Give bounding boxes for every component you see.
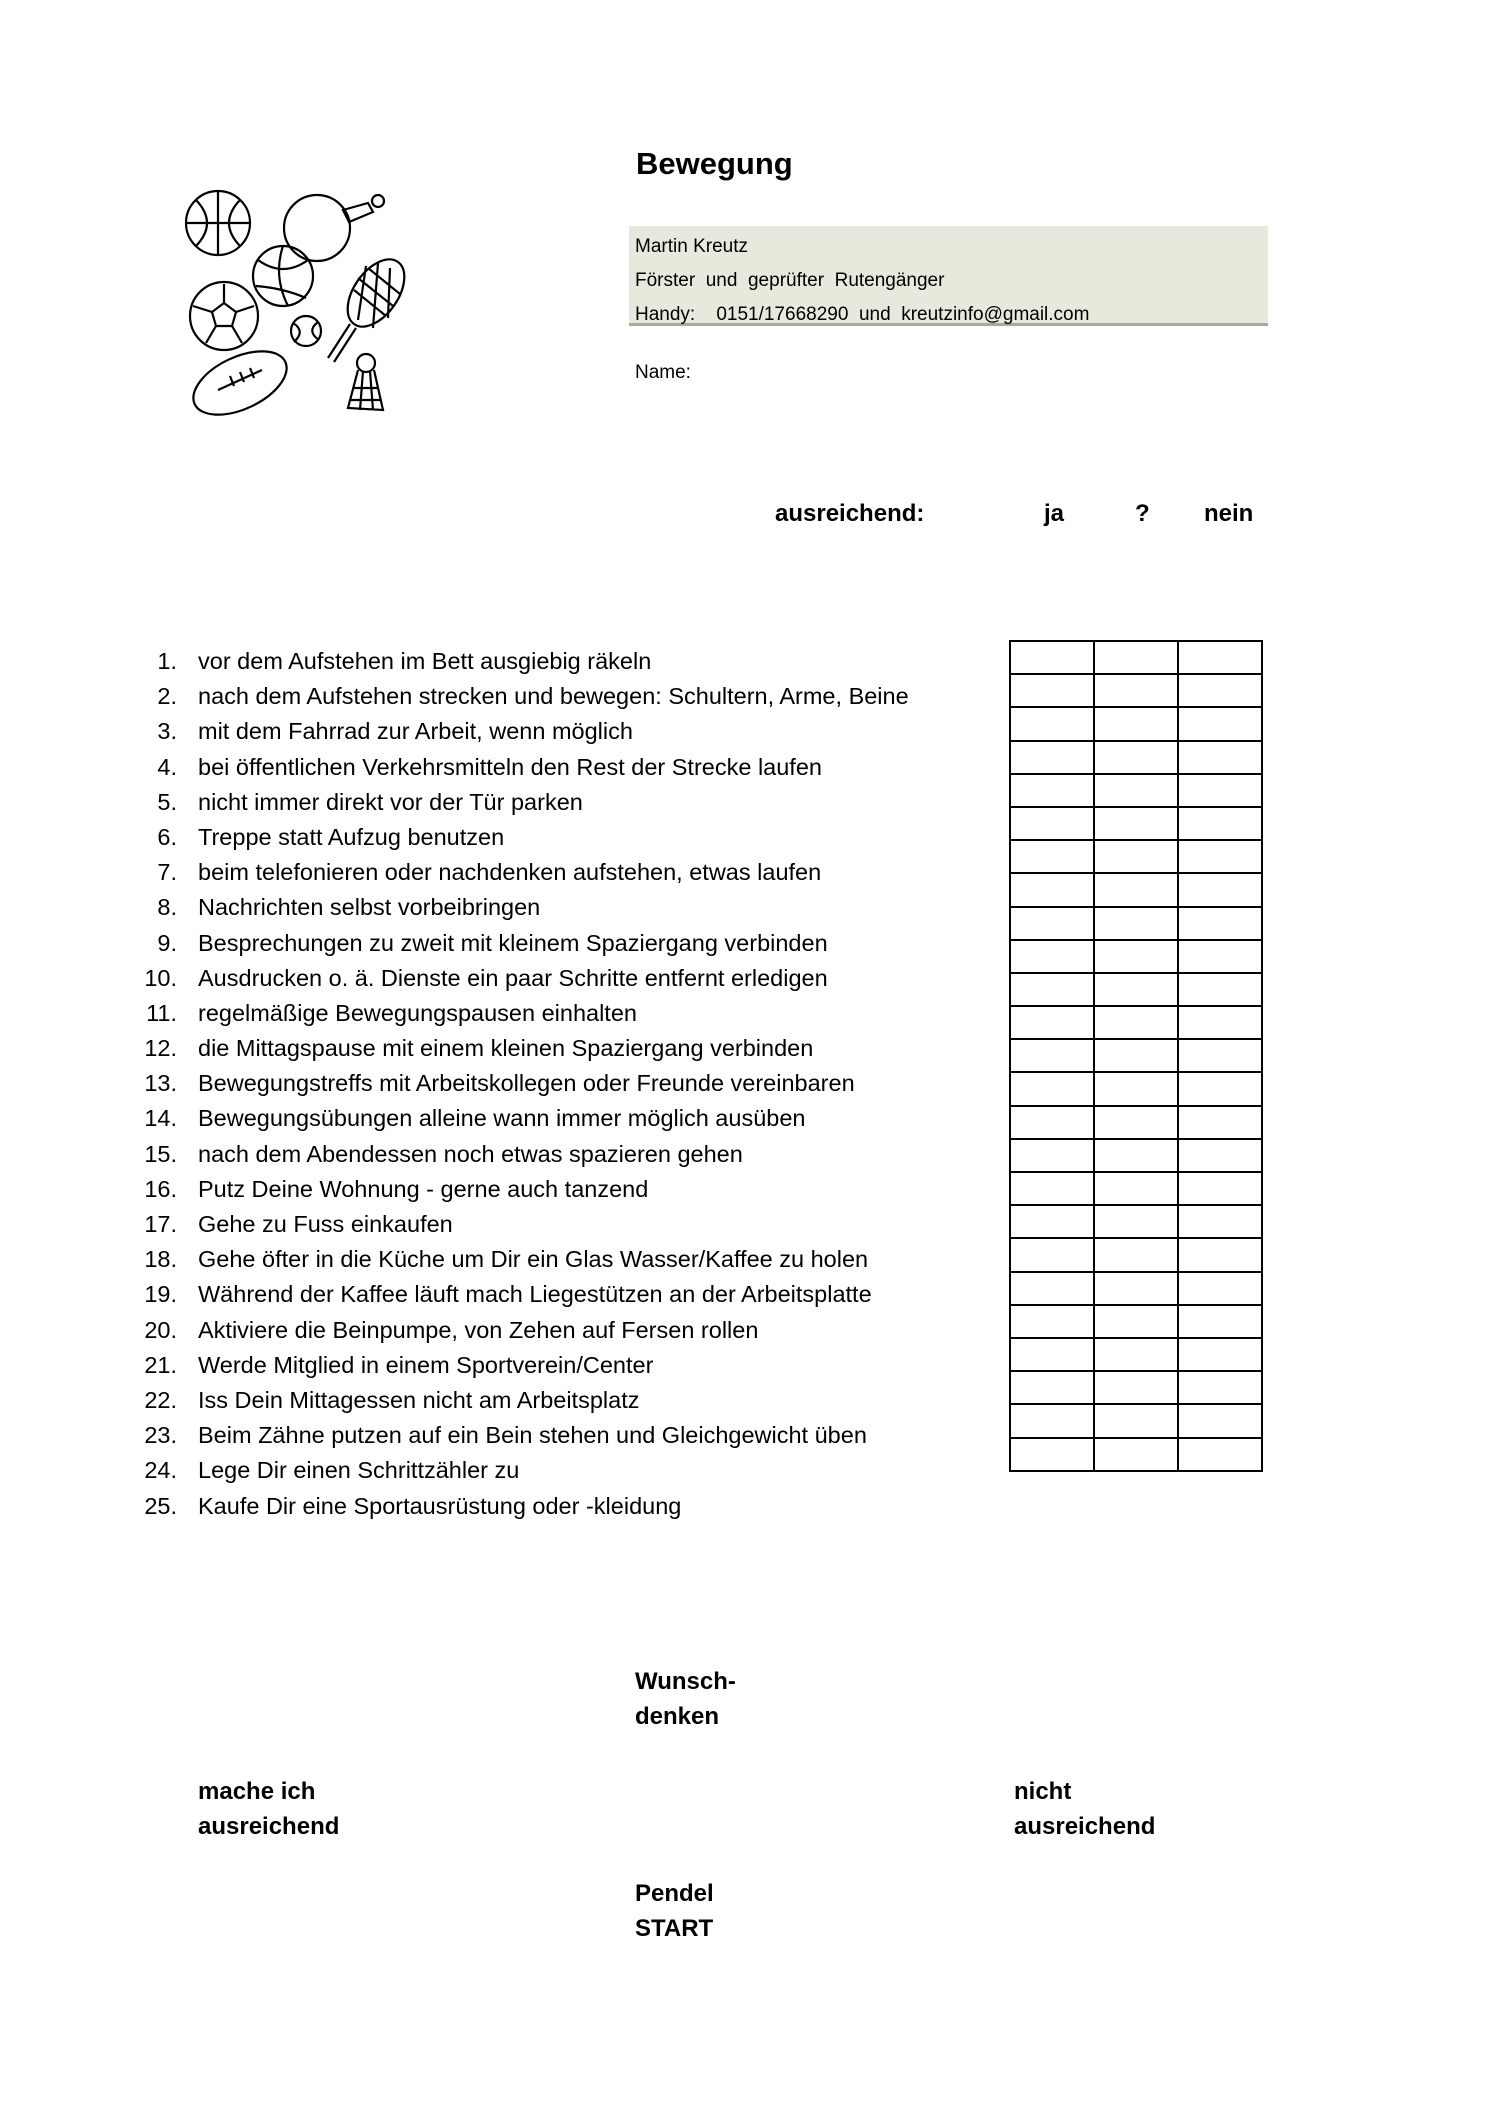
checklist-item [135,1137,995,1172]
answer-cell-ja[interactable] [1010,1371,1094,1404]
contact-profession: Förster und geprüfter Rutengänger [635,270,945,291]
checklist-item [135,714,995,749]
checklist-item [135,1242,995,1277]
american-football-icon [184,338,297,418]
answer-cell-nein[interactable] [1178,840,1262,873]
answer-cell-ja[interactable] [1010,1072,1094,1105]
answer-cell-unsure[interactable] [1094,741,1178,774]
ausreichend-header: ausreichend: [775,500,925,527]
item-number: 7. [157,859,177,886]
answer-row [1010,1039,1262,1072]
answer-row [1010,1172,1262,1205]
item-number: 25. [144,1492,177,1519]
soccer-ball-icon [190,282,258,350]
answer-cell-nein[interactable] [1178,774,1262,807]
answer-cell-unsure[interactable] [1094,1205,1178,1238]
item-number: 20. [144,1316,177,1343]
item-text: Iss Dein Mittagessen nicht am Arbeitsplatz [198,1386,640,1413]
answer-row [1010,1404,1262,1437]
answer-cell-ja[interactable] [1010,641,1094,674]
answer-row [1010,741,1262,774]
answer-cell-nein[interactable] [1178,1072,1262,1105]
item-number: 4. [157,753,177,780]
answer-cell-nein[interactable] [1178,940,1262,973]
answer-cell-ja[interactable] [1010,1039,1094,1072]
item-text: Besprechungen zu zweit mit kleinem Spaziergang verbinden [198,929,828,956]
answer-cell-unsure[interactable] [1094,641,1178,674]
item-text: nach dem Abendessen noch etwas spazieren gehen [198,1140,743,1167]
item-text: Gehe öfter in die Küche um Dir ein Glas Wasser/Kaffee zu holen [198,1246,869,1273]
checklist [135,644,995,1524]
item-number: 16. [144,1175,177,1202]
checklist-item [135,750,995,785]
item-text: Aktiviere die Beinpumpe, von Zehen auf Fersen rollen [198,1316,759,1343]
answer-cell-unsure[interactable] [1094,1139,1178,1172]
basketball-icon [186,191,250,255]
answer-row [1010,1106,1262,1139]
checklist-item [135,961,995,996]
tennis-racket-icon [328,249,416,362]
answer-cell-ja[interactable] [1010,1272,1094,1305]
answer-row [1010,907,1262,940]
answer-cell-ja[interactable] [1010,774,1094,807]
contact-box [629,226,1268,326]
answer-cell-unsure[interactable] [1094,1006,1178,1039]
answer-cell-unsure[interactable] [1094,1404,1178,1437]
answer-cell-unsure[interactable] [1094,1106,1178,1139]
answer-cell-nein[interactable] [1178,1238,1262,1271]
answer-cell-ja[interactable] [1010,1006,1094,1039]
answer-cell-nein[interactable] [1178,1106,1262,1139]
answer-cell-unsure[interactable] [1094,1238,1178,1271]
answer-row [1010,707,1262,740]
item-text: Kaufe Dir eine Sportausrüstung oder -kleidung [198,1492,682,1519]
answer-cell-nein[interactable] [1178,1139,1262,1172]
item-number: 18. [144,1246,177,1273]
item-text: Bewegungsübungen alleine wann immer möglich ausüben [198,1105,806,1132]
checklist-item [135,1066,995,1101]
checklist-item [135,1172,995,1207]
checklist-item [135,996,995,1031]
pendulum-right-label: nicht ausreichend [1014,1778,1156,1840]
answer-row [1010,774,1262,807]
item-number: 12. [144,1035,177,1062]
answer-cell-nein[interactable] [1178,807,1262,840]
item-number: 5. [157,788,177,815]
answer-cell-ja[interactable] [1010,1404,1094,1437]
page-title: Bewegung [636,146,793,181]
item-text: Während der Kaffee läuft mach Liegestützen an der Arbeitsplatte [198,1281,872,1308]
answer-row [1010,807,1262,840]
answer-cell-unsure[interactable] [1094,807,1178,840]
item-text: Treppe statt Aufzug benutzen [198,823,505,850]
answer-cell-unsure[interactable] [1094,707,1178,740]
item-text: Lege Dir einen Schrittzähler zu [198,1457,520,1484]
item-number: 19. [144,1281,177,1308]
checklist-item [135,1031,995,1066]
answer-cell-ja[interactable] [1010,707,1094,740]
shuttlecock-icon [348,354,383,410]
item-number: 22. [144,1386,177,1413]
answer-cell-nein[interactable] [1178,1404,1262,1437]
contact-name: Martin Kreutz [635,236,748,257]
item-text: mit dem Fahrrad zur Arbeit, wenn möglich [198,718,633,745]
answer-cell-nein[interactable] [1178,1338,1262,1371]
item-number: 3. [157,718,177,745]
item-number: 10. [144,964,177,991]
nein-header: nein [1204,500,1254,527]
answer-cell-unsure[interactable] [1094,940,1178,973]
answer-cell-nein[interactable] [1178,1006,1262,1039]
contact-phone-email: Handy: 0151/17668290 und kreutzinfo@gmail.com [635,304,1090,325]
unsure-header: ? [1135,500,1150,527]
answer-cell-unsure[interactable] [1094,1172,1178,1205]
answer-cell-ja[interactable] [1010,1205,1094,1238]
answer-cell-unsure[interactable] [1094,1338,1178,1371]
checklist-item [135,890,995,925]
checklist-item [135,1418,995,1453]
item-text: bei öffentlichen Verkehrsmitteln den Rest der Strecke laufen [198,753,822,780]
answer-cell-ja[interactable] [1010,940,1094,973]
answer-row [1010,641,1262,674]
answer-cell-unsure[interactable] [1094,1438,1178,1471]
item-number: 21. [144,1351,177,1378]
answer-row [1010,1438,1262,1471]
answer-cell-nein[interactable] [1178,1371,1262,1404]
item-number: 17. [144,1211,177,1237]
pendulum-top-label: Wunsch- denken [635,1668,736,1730]
checklist-item [135,644,995,679]
checklist-item [135,1453,995,1488]
checklist-item [135,926,995,961]
checklist-item [135,1348,995,1383]
name-field-label: Name: [635,362,691,383]
answer-row [1010,674,1262,707]
volleyball-icon [253,246,313,306]
answer-cell-ja[interactable] [1010,674,1094,707]
answer-row [1010,1072,1262,1105]
answer-cell-unsure[interactable] [1094,1039,1178,1072]
item-text: Beim Zähne putzen auf ein Bein stehen und Gleichgewicht üben [198,1422,867,1449]
answer-cell-nein[interactable] [1178,741,1262,774]
answer-grid [1009,640,1263,1472]
answer-cell-nein[interactable] [1178,873,1262,906]
pendulum-start-label: Pendel START [635,1880,714,1942]
checklist-item [135,679,995,714]
answer-cell-ja[interactable] [1010,807,1094,840]
answer-row [1010,1305,1262,1338]
answer-cell-ja[interactable] [1010,1172,1094,1205]
answer-cell-ja[interactable] [1010,1238,1094,1271]
checklist-item [135,1313,995,1348]
item-number: 14. [144,1105,177,1132]
item-number: 2. [157,683,177,710]
answer-cell-unsure[interactable] [1094,774,1178,807]
checklist-item [135,855,995,890]
answer-row [1010,1272,1262,1305]
item-text: Werde Mitglied in einem Sportverein/Center [198,1351,654,1378]
answer-cell-nein[interactable] [1178,1172,1262,1205]
answer-cell-nein[interactable] [1178,641,1262,674]
answer-cell-nein[interactable] [1178,1438,1262,1471]
answer-row [1010,873,1262,906]
answer-row [1010,1139,1262,1172]
answer-row [1010,840,1262,873]
item-text: Gehe zu Fuss einkaufen [198,1211,453,1237]
checklist-item [135,785,995,820]
answer-cell-unsure[interactable] [1094,674,1178,707]
answer-cell-nein[interactable] [1178,1272,1262,1305]
answer-cell-unsure[interactable] [1094,907,1178,940]
item-number: 11. [146,999,177,1026]
answer-cell-ja[interactable] [1010,1106,1094,1139]
answer-cell-unsure[interactable] [1094,873,1178,906]
pendulum-left-label: mache ich ausreichend [198,1778,340,1840]
answer-cell-ja[interactable] [1010,840,1094,873]
answer-cell-unsure[interactable] [1094,1305,1178,1338]
checklist-item [135,820,995,855]
answer-cell-unsure[interactable] [1094,1072,1178,1105]
item-text: nicht immer direkt vor der Tür parken [198,788,583,815]
answer-cell-unsure[interactable] [1094,1272,1178,1305]
answer-cell-ja[interactable] [1010,1338,1094,1371]
item-number: 13. [144,1070,177,1097]
answer-cell-nein[interactable] [1178,973,1262,1006]
item-text: beim telefonieren oder nachdenken aufstehen, etwas laufen [198,859,822,886]
tennis-ball-icon [291,316,321,346]
item-number: 8. [157,894,177,921]
ja-header: ja [1044,500,1065,527]
answer-row [1010,1371,1262,1404]
answer-cell-ja[interactable] [1010,907,1094,940]
item-number: 24. [144,1457,177,1484]
answer-cell-unsure[interactable] [1094,973,1178,1006]
answer-row [1010,1338,1262,1371]
item-number: 9. [157,929,177,956]
answer-cell-ja[interactable] [1010,1139,1094,1172]
item-text: Putz Deine Wohnung - gerne auch tanzend [198,1175,649,1202]
answer-row [1010,1205,1262,1238]
answer-cell-ja[interactable] [1010,741,1094,774]
answer-cell-nein[interactable] [1178,674,1262,707]
answer-cell-unsure[interactable] [1094,840,1178,873]
item-number: 15. [144,1140,177,1167]
item-number: 1. [157,648,177,674]
checklist-item [135,1277,995,1312]
checklist-item [135,1207,995,1242]
answer-row [1010,1238,1262,1271]
answer-cell-nein[interactable] [1178,1205,1262,1238]
checklist-item [135,1101,995,1136]
answer-cell-nein[interactable] [1178,1305,1262,1338]
answer-cell-ja[interactable] [1010,973,1094,1006]
answer-cell-nein[interactable] [1178,707,1262,740]
answer-cell-unsure[interactable] [1094,1371,1178,1404]
answer-row [1010,1006,1262,1039]
sports-balls-illustration [178,188,428,418]
item-text: die Mittagspause mit einem kleinen Spaziergang verbinden [198,1035,814,1062]
item-text: Ausdrucken o. ä. Dienste ein paar Schritte entfernt erledigen [198,964,828,991]
answer-cell-ja[interactable] [1010,873,1094,906]
answer-cell-ja[interactable] [1010,1305,1094,1338]
item-number: 23. [144,1422,177,1449]
answer-row [1010,940,1262,973]
checklist-item [135,1489,995,1524]
item-text: Nachrichten selbst vorbeibringen [198,894,541,921]
item-text: nach dem Aufstehen strecken und bewegen: Schultern, Arme, Beine [198,683,909,710]
answer-row [1010,973,1262,1006]
item-number: 6. [157,823,177,850]
item-text: regelmäßige Bewegungspausen einhalten [198,999,637,1026]
answer-cell-nein[interactable] [1178,1039,1262,1072]
answer-cell-ja[interactable] [1010,1438,1094,1471]
item-text: Bewegungstreffs mit Arbeitskollegen oder Freunde vereinbaren [198,1070,855,1097]
checklist-item [135,1383,995,1418]
answer-cell-nein[interactable] [1178,907,1262,940]
item-text: vor dem Aufstehen im Bett ausgiebig räkeln [198,648,652,674]
